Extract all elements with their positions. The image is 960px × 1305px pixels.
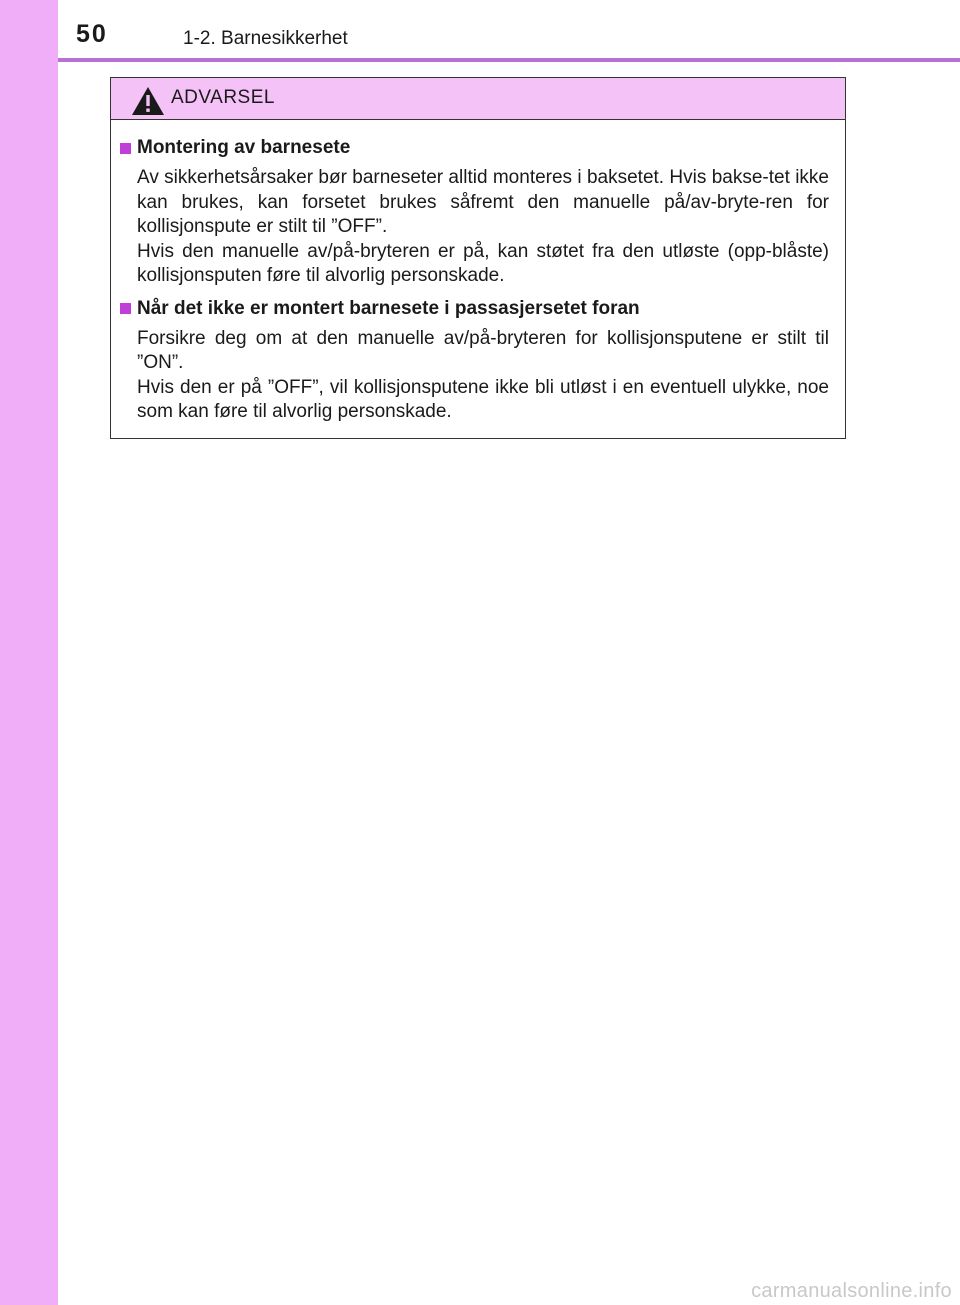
item-heading-text: Når det ikke er montert barnesete i passasjersetet foran [137, 297, 640, 319]
warning-box [110, 77, 846, 439]
item-heading [120, 297, 829, 321]
warning-item-child-seat-installation [120, 136, 829, 289]
item-heading [120, 136, 829, 160]
warning-content [111, 120, 845, 425]
square-bullet-icon [120, 143, 131, 154]
item-paragraph: Hvis den manuelle av/på-bryteren er på, kan støtet fra den utløste (opp-blåste) kollisjonsputen føre til alvorlig personskade. [137, 240, 829, 286]
warning-header [111, 78, 845, 120]
watermark: carmanualsonline.info [751, 1280, 952, 1302]
section-heading: 1-2. Barnesikkerhet [183, 28, 348, 49]
item-paragraph: Forsikre deg om at den manuelle av/på-bryteren for kollisjonsputene er stilt til ”ON”. [137, 327, 829, 373]
warning-item-no-child-seat-front [120, 297, 829, 425]
item-heading-text: Montering av barnesete [137, 137, 351, 158]
header-rule [58, 58, 960, 62]
page-number: 50 [76, 20, 108, 48]
item-paragraph: Hvis den er på ”OFF”, vil kollisjonsputene ikke bli utløst i en eventuell ulykke, noe som kan føre til alvorlig personskade. [137, 376, 829, 422]
side-color-strip [0, 0, 58, 1305]
warning-triangle-icon [131, 86, 165, 116]
item-paragraph: Av sikkerhetsårsaker bør barneseter alltid monteres i baksetet. Hvis bakse-tet ikke kan brukes, kan forsetet brukes såfremt den manuelle på/av-bryte-ren for kollisjonspute er stilt til ”OFF”. [137, 167, 829, 237]
warning-title: ADVARSEL [171, 87, 275, 108]
square-bullet-icon [120, 303, 131, 314]
